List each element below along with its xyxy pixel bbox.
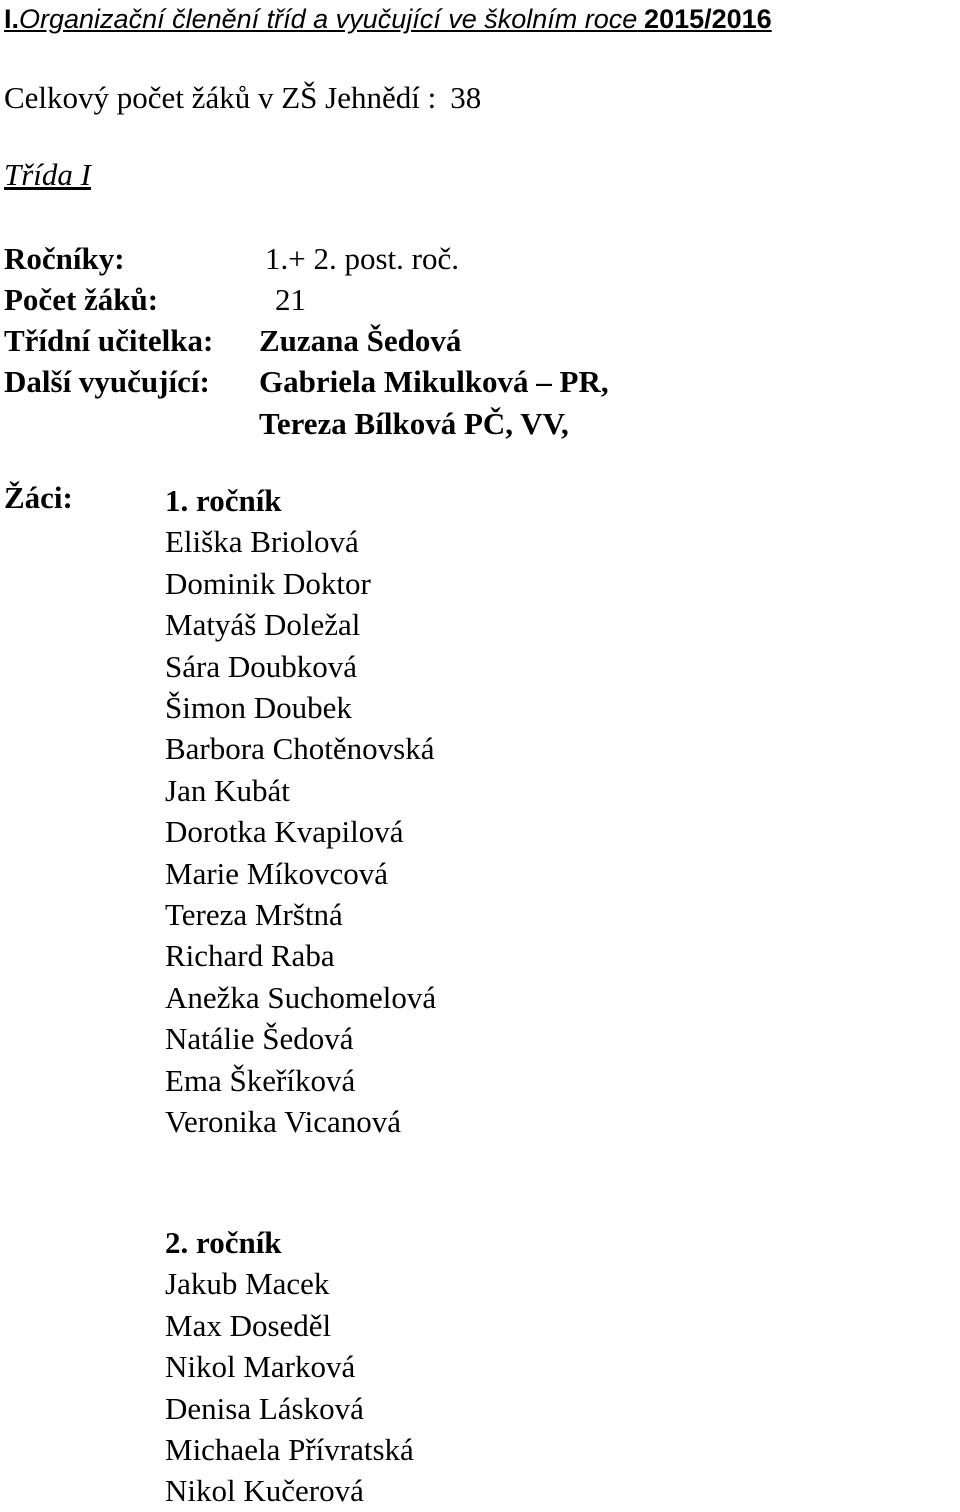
heading-title: Organizační členění tříd a vyučující ve školním roce [19, 4, 638, 34]
list-item: Richard Raba [165, 938, 335, 974]
list-item: Natálie Šedová [165, 1021, 354, 1057]
grade-1-list [165, 480, 436, 1143]
other-teacher-2: Tereza Bílková PČ, VV, [259, 406, 569, 441]
class-teacher-label: Třídní učitelka: [4, 323, 214, 358]
list-item: Denisa Lásková [165, 1390, 364, 1426]
list-item: Šimon Doubek [165, 690, 352, 726]
list-item: Michaela Přívratská [165, 1432, 414, 1468]
list-item: Nikol Marková [165, 1349, 356, 1385]
other-teachers-label: Další vyučující: [4, 364, 210, 399]
pupils-label: Žáci: [4, 480, 73, 515]
grade-2-title: 2. ročník [165, 1225, 282, 1260]
list-item: Jakub Macek [165, 1266, 330, 1302]
grades-label: Ročníky: [4, 241, 125, 276]
list-item: Dominik Doktor [165, 565, 371, 601]
pupil-count-label: Počet žáků: [4, 282, 159, 317]
total-pupils-label: Celkový počet žáků v ZŠ Jehnědí : [4, 80, 437, 115]
list-item: Ema Škeříková [165, 1062, 356, 1098]
list-item: Eliška Briolová [165, 524, 359, 560]
class-teacher-value: Zuzana Šedová [259, 323, 462, 358]
pupil-count-value: 21 [275, 282, 306, 317]
grade-2-list [165, 1222, 414, 1512]
document-heading [4, 2, 772, 36]
grades-value: 1.+ 2. post. roč. [265, 241, 459, 276]
list-item: Matyáš Doležal [165, 607, 361, 643]
list-item: Tereza Mrštná [165, 897, 343, 933]
list-item: Jan Kubát [165, 772, 290, 808]
list-item: Anežka Suchomelová [165, 979, 437, 1015]
list-item: Sára Doubková [165, 648, 357, 684]
class-name: Třída I [4, 157, 91, 192]
list-item: Max Doseděl [165, 1307, 332, 1343]
grade-1-title: 1. ročník [165, 483, 282, 518]
list-item: Veronika Vicanová [165, 1104, 402, 1140]
list-item: Barbora Chotěnovská [165, 731, 435, 767]
list-item: Nikol Kučerová [165, 1473, 364, 1509]
list-item: Dorotka Kvapilová [165, 814, 404, 850]
other-teacher-1: Gabriela Mikulková – PR, [259, 364, 609, 399]
list-item: Marie Míkovcová [165, 855, 388, 891]
total-pupils-line [4, 78, 481, 118]
total-pupils-value: 38 [450, 80, 482, 115]
heading-number: I. [4, 4, 20, 34]
heading-year: 2015/2016 [644, 4, 772, 34]
